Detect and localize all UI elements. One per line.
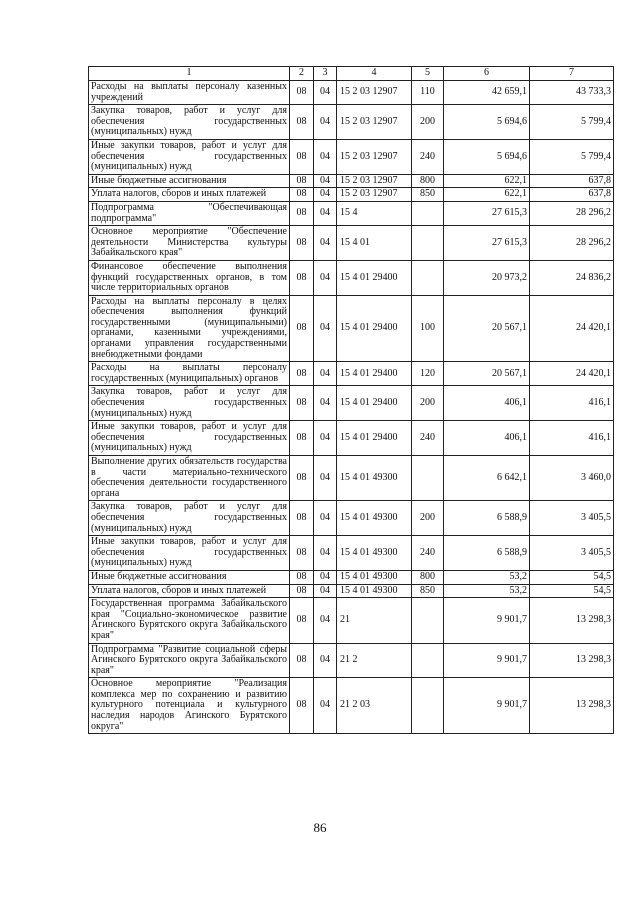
- amount-col6-cell: 20 973,2: [444, 260, 530, 295]
- row-name-cell: Закупка товаров, работ и услуг для обеспечения государственных (муниципальных) нужд: [89, 501, 290, 536]
- row-name-cell: Уплата налогов, сборов и иных платежей: [89, 188, 290, 202]
- expense-type-cell: 800: [412, 174, 444, 188]
- expense-type-cell: [412, 598, 444, 643]
- table-row: [89, 501, 614, 536]
- column-header: 7: [530, 67, 614, 81]
- amount-col7-cell: 3 405,5: [530, 536, 614, 571]
- amount-col6-cell: 27 615,3: [444, 201, 530, 225]
- expense-type-cell: 200: [412, 386, 444, 421]
- section-code-cell: 08: [290, 188, 314, 202]
- amount-col6-cell: 6 588,9: [444, 536, 530, 571]
- column-header: 1: [89, 67, 290, 81]
- section-code-cell: 08: [290, 139, 314, 174]
- target-article-cell: 15 4 01 29400: [337, 295, 412, 362]
- budget-table: [88, 66, 614, 734]
- amount-col7-cell: 3 405,5: [530, 501, 614, 536]
- subsection-code-cell: 04: [314, 386, 337, 421]
- expense-type-cell: [412, 260, 444, 295]
- amount-col6-cell: 27 615,3: [444, 226, 530, 261]
- subsection-code-cell: 04: [314, 456, 337, 501]
- table-row: [89, 643, 614, 678]
- column-header: 6: [444, 67, 530, 81]
- page-number: 86: [313, 820, 327, 835]
- target-article-cell: 21 2 03: [337, 678, 412, 734]
- expense-type-cell: 200: [412, 501, 444, 536]
- row-name-cell: Основное мероприятие "Обеспечение деятельности Министерства культуры Забайкальского края": [89, 226, 290, 261]
- amount-col6-cell: 9 901,7: [444, 678, 530, 734]
- table-row: [89, 260, 614, 295]
- target-article-cell: 15 4: [337, 201, 412, 225]
- expense-type-cell: 100: [412, 295, 444, 362]
- subsection-code-cell: 04: [314, 421, 337, 456]
- amount-col7-cell: 416,1: [530, 421, 614, 456]
- expense-type-cell: 200: [412, 105, 444, 140]
- table-row: [89, 362, 614, 386]
- amount-col6-cell: 5 694,6: [444, 105, 530, 140]
- amount-col7-cell: 24 836,2: [530, 260, 614, 295]
- amount-col6-cell: 622,1: [444, 188, 530, 202]
- column-header: 5: [412, 67, 444, 81]
- target-article-cell: 15 4 01: [337, 226, 412, 261]
- table-row: [89, 201, 614, 225]
- section-code-cell: 08: [290, 295, 314, 362]
- row-name-cell: Иные закупки товаров, работ и услуг для обеспечения государственных (муниципальных) нужд: [89, 536, 290, 571]
- subsection-code-cell: 04: [314, 584, 337, 598]
- amount-col7-cell: 54,5: [530, 570, 614, 584]
- target-article-cell: 15 4 01 49300: [337, 536, 412, 571]
- amount-col7-cell: 54,5: [530, 584, 614, 598]
- target-article-cell: 15 2 03 12907: [337, 188, 412, 202]
- amount-col6-cell: 53,2: [444, 584, 530, 598]
- table-row: [89, 456, 614, 501]
- table-row: [89, 226, 614, 261]
- table-row: [89, 421, 614, 456]
- amount-col7-cell: 28 296,2: [530, 201, 614, 225]
- table-row: [89, 598, 614, 643]
- row-name-cell: Закупка товаров, работ и услуг для обеспечения государственных (муниципальных) нужд: [89, 105, 290, 140]
- section-code-cell: 08: [290, 174, 314, 188]
- row-name-cell: Подпрограмма "Обеспечивающая подпрограмма": [89, 201, 290, 225]
- subsection-code-cell: 04: [314, 501, 337, 536]
- section-code-cell: 08: [290, 536, 314, 571]
- amount-col7-cell: 416,1: [530, 386, 614, 421]
- target-article-cell: 15 2 03 12907: [337, 81, 412, 105]
- table-row: [89, 386, 614, 421]
- section-code-cell: 08: [290, 643, 314, 678]
- column-header: 4: [337, 67, 412, 81]
- section-code-cell: 08: [290, 201, 314, 225]
- target-article-cell: 15 4 01 29400: [337, 386, 412, 421]
- table-row: [89, 188, 614, 202]
- table-row: [89, 678, 614, 734]
- row-name-cell: Иные бюджетные ассигнования: [89, 570, 290, 584]
- expense-type-cell: 800: [412, 570, 444, 584]
- expense-type-cell: [412, 456, 444, 501]
- target-article-cell: 21: [337, 598, 412, 643]
- row-name-cell: Иные закупки товаров, работ и услуг для обеспечения государственных (муниципальных) нужд: [89, 421, 290, 456]
- target-article-cell: 15 4 01 29400: [337, 362, 412, 386]
- target-article-cell: 15 2 03 12907: [337, 139, 412, 174]
- expense-type-cell: [412, 678, 444, 734]
- row-name-cell: Расходы на выплаты персоналу государственных (муниципальных) органов: [89, 362, 290, 386]
- row-name-cell: Подпрограмма "Развитие социальной сферы Агинского Бурятского округа Забайкальского края": [89, 643, 290, 678]
- section-code-cell: 08: [290, 226, 314, 261]
- amount-col7-cell: 5 799,4: [530, 139, 614, 174]
- table-row: [89, 295, 614, 362]
- subsection-code-cell: 04: [314, 139, 337, 174]
- row-name-cell: Уплата налогов, сборов и иных платежей: [89, 584, 290, 598]
- subsection-code-cell: 04: [314, 678, 337, 734]
- row-name-cell: Расходы на выплаты персоналу в целях обеспечения выполнения функций государственными (муниципальными) органами, казенными учреждениями, органами управления государственными внебюджетными фондами: [89, 295, 290, 362]
- target-article-cell: 15 4 01 49300: [337, 570, 412, 584]
- section-code-cell: 08: [290, 678, 314, 734]
- expense-type-cell: [412, 201, 444, 225]
- section-code-cell: 08: [290, 362, 314, 386]
- target-article-cell: 15 4 01 49300: [337, 584, 412, 598]
- row-name-cell: Финансовое обеспечение выполнения функций государственных органов, в том числе территориальных органов: [89, 260, 290, 295]
- table-row: [89, 536, 614, 571]
- row-name-cell: Выполнение других обязательств государства в части материально-технического обеспечения деятельности государственного органа: [89, 456, 290, 501]
- row-name-cell: Государственная программа Забайкальского края "Социально-экономическое развитие Агинского Бурятского округа Забайкальского края": [89, 598, 290, 643]
- subsection-code-cell: 04: [314, 201, 337, 225]
- row-name-cell: Закупка товаров, работ и услуг для обеспечения государственных (муниципальных) нужд: [89, 386, 290, 421]
- expense-type-cell: [412, 643, 444, 678]
- section-code-cell: 08: [290, 584, 314, 598]
- amount-col6-cell: 53,2: [444, 570, 530, 584]
- subsection-code-cell: 04: [314, 81, 337, 105]
- subsection-code-cell: 04: [314, 174, 337, 188]
- section-code-cell: 08: [290, 456, 314, 501]
- subsection-code-cell: 04: [314, 188, 337, 202]
- table-row: [89, 584, 614, 598]
- table-body: [89, 67, 614, 734]
- expense-type-cell: 240: [412, 139, 444, 174]
- amount-col7-cell: 13 298,3: [530, 678, 614, 734]
- amount-col7-cell: 28 296,2: [530, 226, 614, 261]
- amount-col6-cell: 20 567,1: [444, 295, 530, 362]
- amount-col6-cell: 9 901,7: [444, 643, 530, 678]
- section-code-cell: 08: [290, 570, 314, 584]
- amount-col6-cell: 406,1: [444, 421, 530, 456]
- column-header: 3: [314, 67, 337, 81]
- row-name-cell: Основное мероприятие "Реализация комплекса мер по сохранению и развитию культурного потенциала и культурного наследия народов Агинского Бурятского округа": [89, 678, 290, 734]
- target-article-cell: 15 4 01 29400: [337, 260, 412, 295]
- table-row: [89, 174, 614, 188]
- target-article-cell: 15 4 01 49300: [337, 456, 412, 501]
- row-name-cell: Иные закупки товаров, работ и услуг для обеспечения государственных (муниципальных) нужд: [89, 139, 290, 174]
- expense-type-cell: 850: [412, 188, 444, 202]
- section-code-cell: 08: [290, 386, 314, 421]
- amount-col7-cell: 43 733,3: [530, 81, 614, 105]
- amount-col6-cell: 6 642,1: [444, 456, 530, 501]
- section-code-cell: 08: [290, 501, 314, 536]
- table-row: [89, 570, 614, 584]
- table-row: [89, 81, 614, 105]
- expense-type-cell: 240: [412, 536, 444, 571]
- amount-col7-cell: 5 799,4: [530, 105, 614, 140]
- amount-col6-cell: 6 588,9: [444, 501, 530, 536]
- amount-col6-cell: 5 694,6: [444, 139, 530, 174]
- amount-col7-cell: 637,8: [530, 188, 614, 202]
- subsection-code-cell: 04: [314, 362, 337, 386]
- target-article-cell: 15 2 03 12907: [337, 105, 412, 140]
- row-name-cell: Расходы на выплаты персоналу казенных учреждений: [89, 81, 290, 105]
- row-name-cell: Иные бюджетные ассигнования: [89, 174, 290, 188]
- section-code-cell: 08: [290, 81, 314, 105]
- section-code-cell: 08: [290, 598, 314, 643]
- column-header: 2: [290, 67, 314, 81]
- subsection-code-cell: 04: [314, 598, 337, 643]
- expense-type-cell: 120: [412, 362, 444, 386]
- table-header-row: [89, 67, 614, 81]
- amount-col7-cell: 24 420,1: [530, 362, 614, 386]
- amount-col6-cell: 20 567,1: [444, 362, 530, 386]
- expense-type-cell: [412, 226, 444, 261]
- amount-col6-cell: 9 901,7: [444, 598, 530, 643]
- amount-col7-cell: 13 298,3: [530, 598, 614, 643]
- subsection-code-cell: 04: [314, 570, 337, 584]
- subsection-code-cell: 04: [314, 536, 337, 571]
- target-article-cell: 15 4 01 29400: [337, 421, 412, 456]
- amount-col6-cell: 406,1: [444, 386, 530, 421]
- expense-type-cell: 110: [412, 81, 444, 105]
- amount-col7-cell: 13 298,3: [530, 643, 614, 678]
- amount-col6-cell: 622,1: [444, 174, 530, 188]
- target-article-cell: 21 2: [337, 643, 412, 678]
- section-code-cell: 08: [290, 105, 314, 140]
- amount-col7-cell: 3 460,0: [530, 456, 614, 501]
- section-code-cell: 08: [290, 260, 314, 295]
- subsection-code-cell: 04: [314, 226, 337, 261]
- amount-col6-cell: 42 659,1: [444, 81, 530, 105]
- table-row: [89, 105, 614, 140]
- section-code-cell: 08: [290, 421, 314, 456]
- amount-col7-cell: 637,8: [530, 174, 614, 188]
- amount-col7-cell: 24 420,1: [530, 295, 614, 362]
- subsection-code-cell: 04: [314, 260, 337, 295]
- expense-type-cell: 240: [412, 421, 444, 456]
- subsection-code-cell: 04: [314, 643, 337, 678]
- subsection-code-cell: 04: [314, 105, 337, 140]
- expense-type-cell: 850: [412, 584, 444, 598]
- subsection-code-cell: 04: [314, 295, 337, 362]
- table-row: [89, 139, 614, 174]
- target-article-cell: 15 4 01 49300: [337, 501, 412, 536]
- target-article-cell: 15 2 03 12907: [337, 174, 412, 188]
